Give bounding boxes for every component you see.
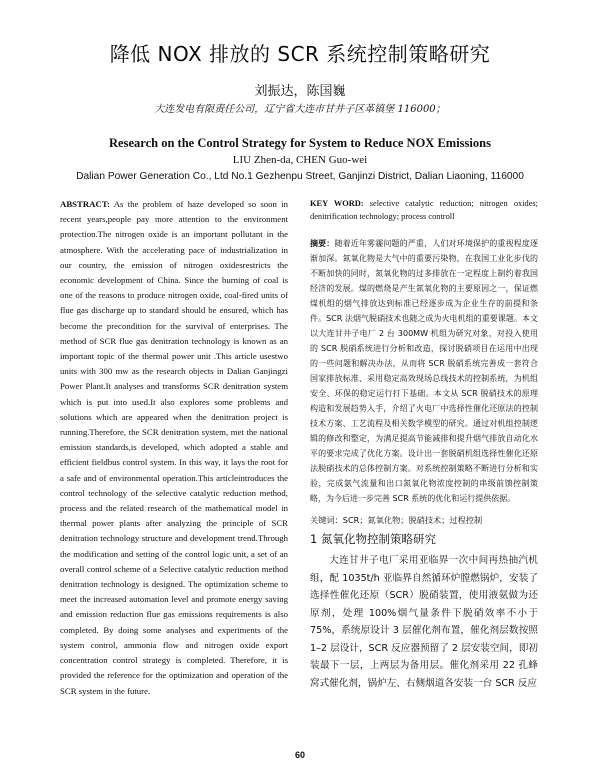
- affiliation-en: Dalian Power Generation Co., Ltd No.1 Gezhenpu Street, Ganjinzi District, Dalian Liaoning, 116000: [76, 171, 524, 182]
- abstract-cn: [310, 236, 538, 506]
- page-number: 60: [294, 750, 305, 760]
- keywords-cn: [310, 514, 538, 527]
- abstract-cn-text: 随着近年雾霾问题的严重，人们对环境保护的重视程度逐渐加深。氮氧化物是大气中的重要污染物，在我国工业化步伐的不断加快的同时，氮氧化物的过多排放在一定程度上制约着我国经济的发展。煤的燃烧是产生氮氧化物的主要原因之一，保证燃煤机组的烟气排放达到标准已经逐步成为企业生存的前提和条件。SCR 法烟气脱硝技术也随之成为火电机组的重要课题。本文以大连甘井子电厂 2 台 300MW 机组为研究对象，对投入使用的 SCR 脱硝系统进行分析和改造，探讨脱硝项目在运用中出现的一些问题和解决办法，从而将 SCR 脱硝系统完善成一套符合国家排放标准、采用稳定高效现场总线技术的控制系统，为机组安全、环保的稳定运行打下基础。本文从 SCR 脱硝技术的原理构造和发展趋势入手，介绍了火电厂中选择性催化还原法的控制技术方案、工艺流程及相关数学模型的研究。通过对机组控制逻辑的修改和整定，为满足提高节能减排和提升烟气排放自动化水平的要求完成了优化方案。设计出一套脱硝机组选择性催化还原法脱硝技术的总体控制方案。对系统控制策略不断进行分析和实验，完成氨气流量和出口氮氧化物浓度控制的串级前馈控制策略，为今后进一步完善 SCR 系统的优化和运行提供依据。: [310, 238, 539, 503]
- section-1-heading: 1 氮氧化物控制策略研究: [310, 531, 436, 546]
- abstract-cn-label: 摘要：: [310, 238, 335, 248]
- paper-title-cn: 降低 NOX 排放的 SCR 系统控制策略研究: [109, 42, 491, 66]
- abstract-en-text: As the problem of haze developed so soon in recent years,people pay more attention to the environment protection.The nitrogen oxide is an important pollutant in the atmosphere. With the accelerating pace of industrialization in our country, the emission of nitrogen oxidesrestricts the economic development of China. Since the burning of coal is one of the reasons to produce nitrogen oxide, coal-fired units of flue gas discharge up to standard should be ensured, which has become the precondition for the survival of enterprises. The method of SCR flue gas denitration technology is known as an important topic of the thermal power unit .This article usestwo units with 300 mw as the research objects in Dalian Ganjingzi Power Plant.It analyses and transforms SCR denitration system which is put into used.It also explores some problems and solutions which are appeared when the denitration project is running.Therefore, the SCR denitration system, met the national emission standards,is developed, which adopted a stable and efficient fieldbus control system. In this way, it lays the root for a safe and of environmental operation.This articleintroduces the control technology of the selective catalytic reduction method, process and the related research of the mathematical model in thermal power plants after analyzing the principle of SCR denitration technology structure and development trend.Through the modification and setting of the control logic unit, a set of an overall control scheme of a Selective catalytic reduction method denitration technology is designed. The optimization scheme to meet the increased automation level and promote energy saving and emission reduction flue gas emissions requirements is also completed. By doing some analyses and experiments of the system control, ammonia flow and nitrogen oxide export concentration control strategy is completed. Therefore, it is provided the reference for the optimization and operation of the SCR system in the future.: [60, 199, 288, 696]
- abstract-en-label: ABSTRACT:: [60, 199, 110, 209]
- authors-en: LIU Zhen-da, CHEN Guo-wei: [232, 154, 368, 166]
- abstract-en-column: [60, 197, 288, 699]
- right-column: [310, 197, 538, 692]
- section-1-body: 大连甘井子电厂采用亚临界一次中间再热抽汽机组，配 1035t/h 亚临界自然循环炉膛燃锅炉，安装了选择性催化还原（SCR）脱硝装置，使用液氨做为还原剂，处理 100%烟气量条件下脱硝效率不小于 75%，系统原设计 3 层催化剂布置，催化剂层数按照 1–2 层设计，SCR 反应器预留了 2 层安装空间，即初装最下一层，上两层为备用层。催化剂采用 22 孔蜂窝式催化剂，锅炉左、右侧烟道各安装一台 SCR 反应: [310, 555, 538, 689]
- keywords-en-label: KEY WORD:: [310, 199, 364, 208]
- keywords-en: [310, 197, 538, 224]
- paper-title-en: Research on the Control Strategy for System to Reduce NOX Emissions: [109, 136, 491, 150]
- authors-cn: 刘振达，陈国巍: [254, 84, 346, 99]
- keywords-cn-label: 关键词：: [310, 514, 343, 525]
- keywords-cn-text: SCR；氮氧化物；脱硝技术；过程控制: [342, 514, 483, 525]
- abstract-en: [60, 197, 288, 699]
- affiliation-cn: 大连发电有限责任公司，辽宁省大连市甘井子区革镇堡 116000；: [154, 104, 446, 115]
- keywords-en-text: selective catalytic reduction; nitrogen oxides; denitrification technology; process controll: [310, 199, 539, 222]
